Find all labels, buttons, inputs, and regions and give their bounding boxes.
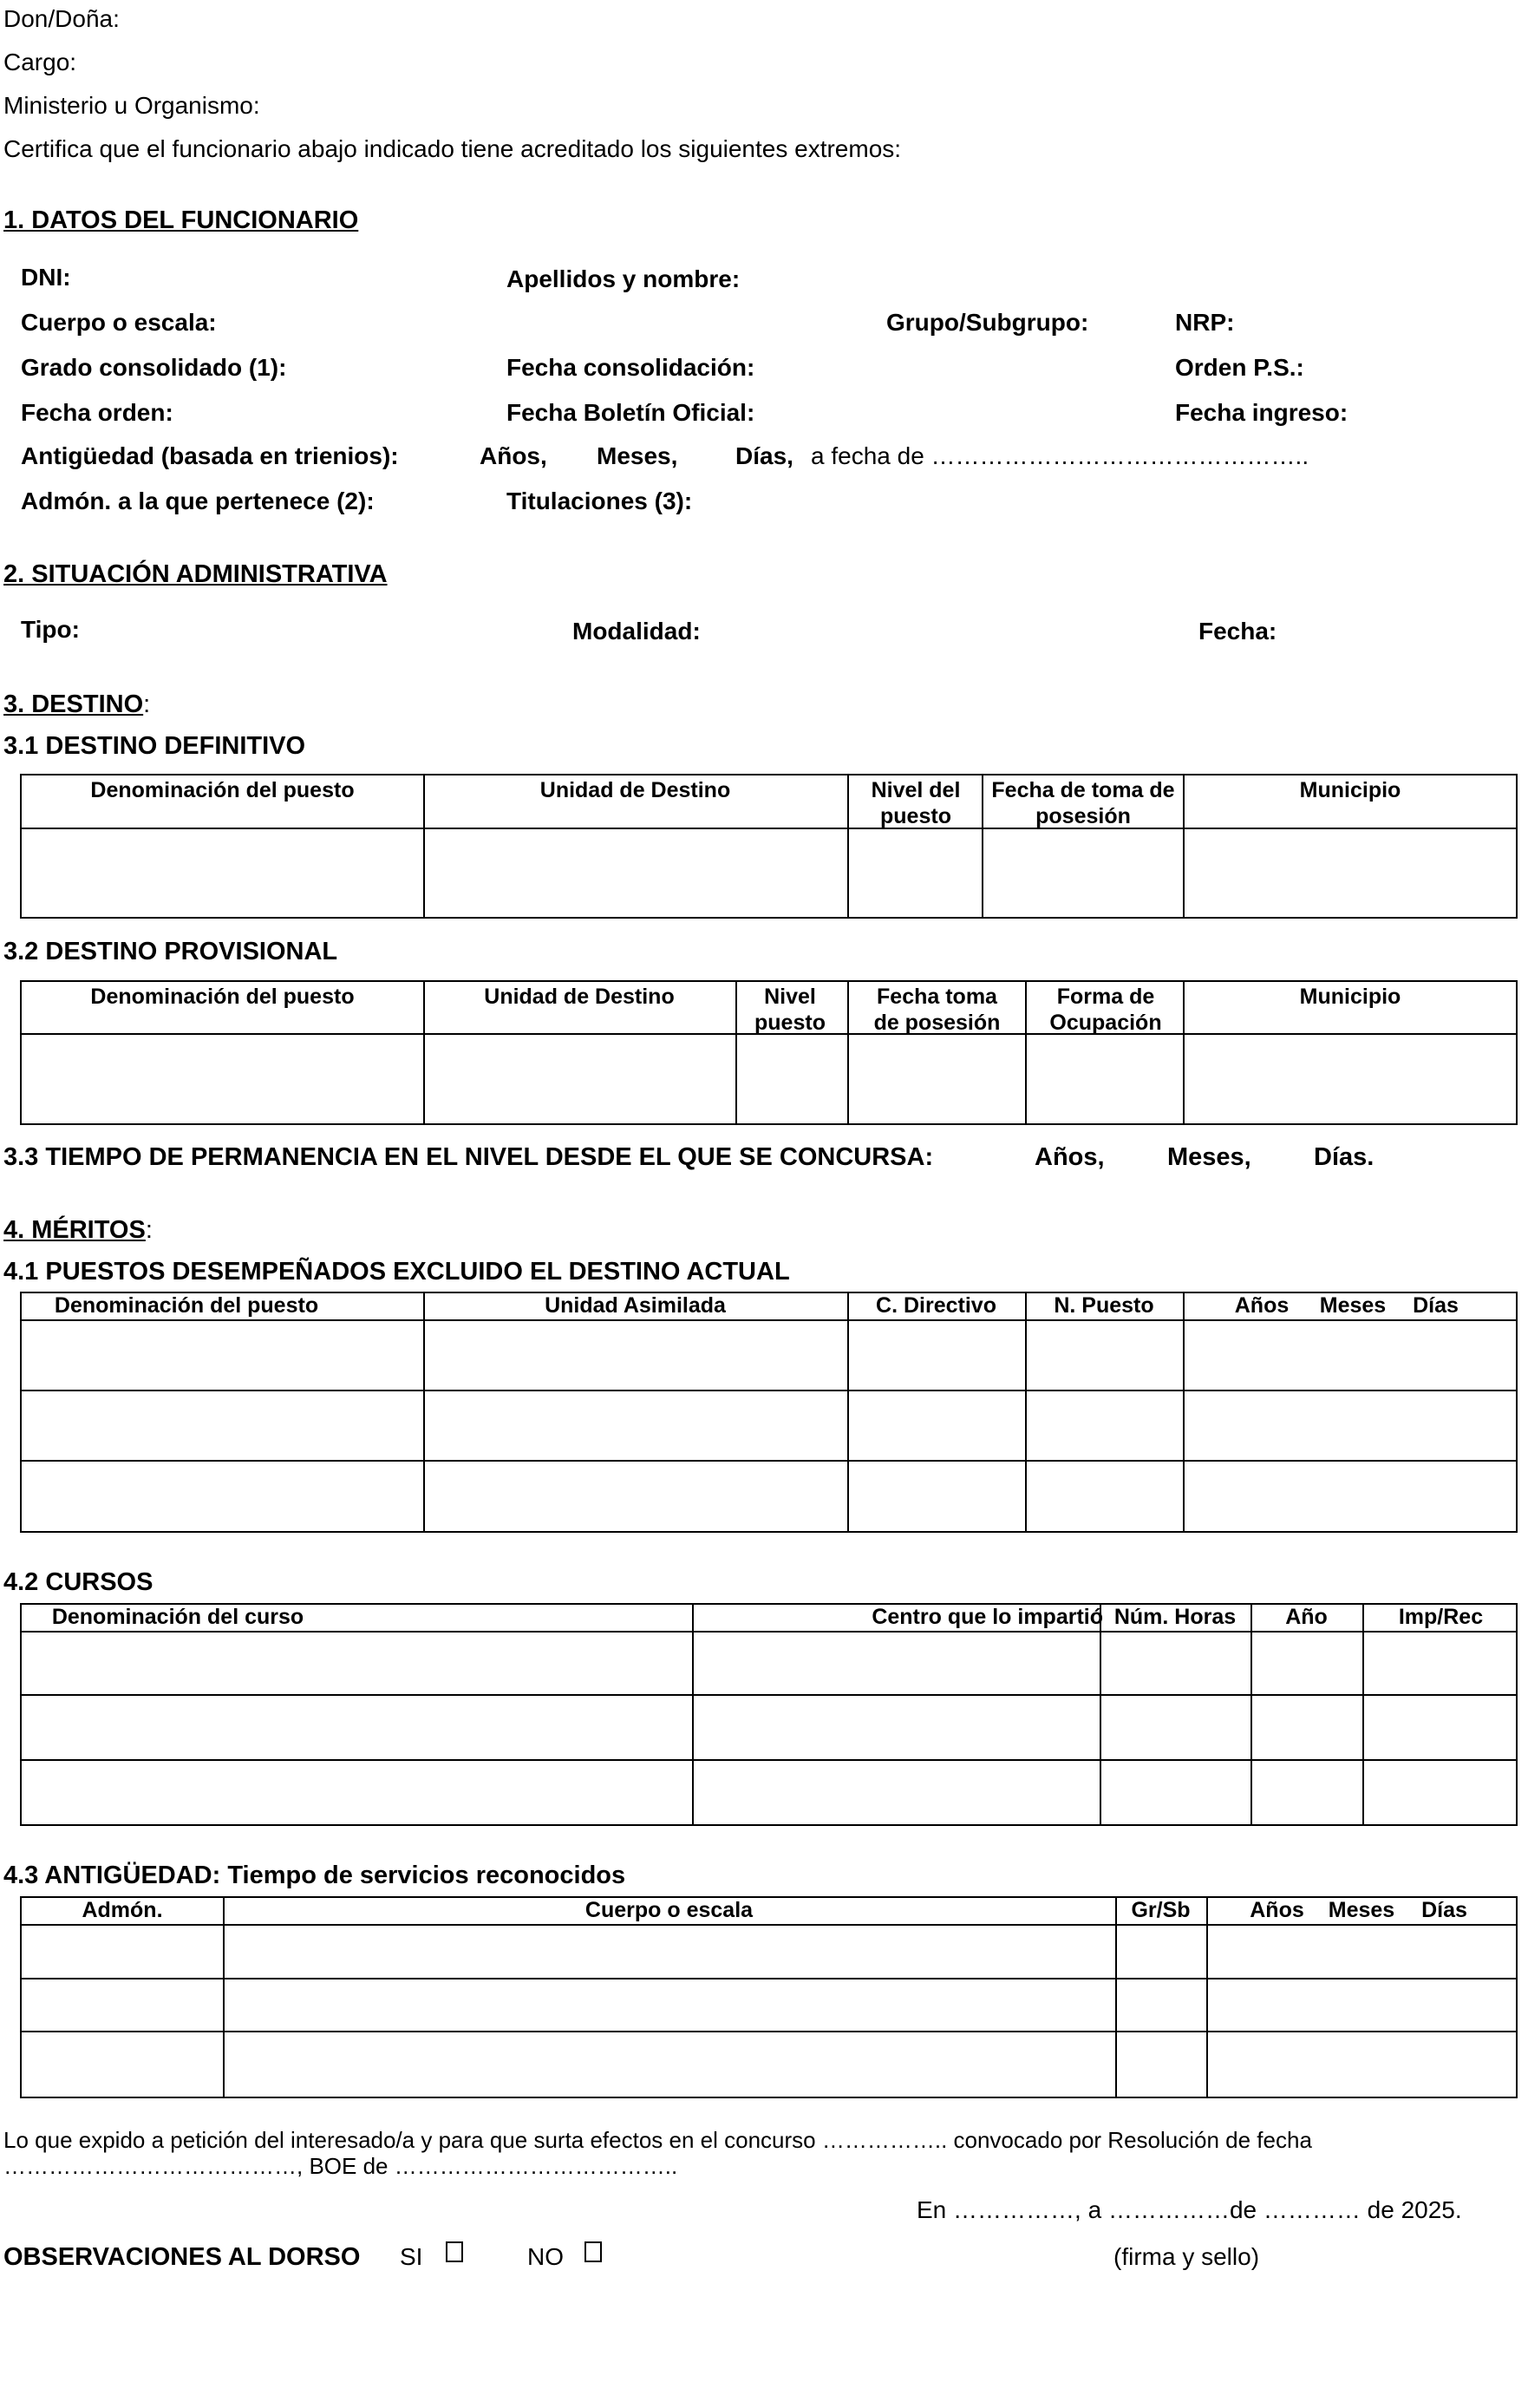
fecha-consolidacion-label: Fecha consolidación:: [506, 354, 755, 381]
titulaciones-label: Titulaciones (3):: [506, 487, 693, 514]
col-denominacion: Denominación del puesto: [90, 985, 355, 1009]
antiguedad-label: Antigüedad (basada en trienios):: [21, 442, 399, 469]
col-denominacion: Denominación del puesto: [90, 778, 355, 802]
col-denominacion: Denominación del puesto: [54, 1293, 319, 1318]
no-label: NO: [527, 2243, 564, 2270]
expido-text-line2: …………………………………, BOE de ………………………………..: [3, 2153, 678, 2179]
col-forma-ocupacion: Forma de Ocupación: [1049, 985, 1162, 1035]
col-unidad-destino: Unidad de Destino: [484, 985, 675, 1009]
col-meses: Meses: [1328, 1898, 1395, 1922]
observaciones-label: OBSERVACIONES AL DORSO: [3, 2243, 361, 2271]
section-4-title-text: 4. MÉRITOS: [3, 1216, 146, 1244]
section-41-title: 4.1 PUESTOS DESEMPEÑADOS EXCLUIDO EL DESTINO ACTUAL: [3, 1258, 790, 1286]
tipo-label: Tipo:: [21, 616, 80, 643]
si-label: SI: [400, 2243, 423, 2270]
col-nivel: Nivel puesto: [754, 985, 826, 1035]
don-dona-label: Don/Doña:: [3, 5, 120, 32]
grupo-label: Grupo/Subgrupo:: [886, 309, 1089, 336]
col-denominacion-curso: Denominación del curso: [51, 1605, 304, 1629]
fecha-ingreso-label: Fecha ingreso:: [1175, 399, 1348, 426]
section-4-title: [3, 1218, 153, 1243]
permanencia-meses: Meses,: [1167, 1143, 1251, 1171]
antiguedad-anos: Años,: [480, 442, 547, 469]
col-admon: Admón.: [82, 1898, 163, 1922]
fecha-orden-label: Fecha orden:: [21, 399, 173, 426]
certifica-text: Certifica que el funcionario abajo indicado tiene acreditado los siguientes extremos:: [3, 135, 902, 162]
admon-label: Admón. a la que pertenece (2):: [21, 487, 375, 514]
col-centro-text: Centro que lo impartió: [872, 1605, 1103, 1629]
expido-text-line1: [3, 2127, 1497, 2153]
col-ano: Año: [1285, 1605, 1328, 1629]
firma-sello: (firma y sello): [1113, 2243, 1260, 2270]
nrp-label: NRP:: [1175, 309, 1235, 336]
si-checkbox[interactable]: [446, 2241, 463, 2262]
col-anos: Años: [1234, 1293, 1290, 1318]
cuerpo-label: Cuerpo o escala:: [21, 309, 217, 336]
col-imp-rec: Imp/Rec: [1398, 1605, 1484, 1629]
no-checkbox[interactable]: [584, 2241, 602, 2262]
fecha-boletin-label: Fecha Boletín Oficial:: [506, 399, 755, 426]
section-32-title: 3.2 DESTINO PROVISIONAL: [3, 938, 338, 965]
ministerio-label: Ministerio u Organismo:: [3, 92, 260, 119]
col-fecha-toma: Fecha toma de posesión: [873, 985, 1001, 1035]
permanencia-anos: Años,: [1035, 1143, 1105, 1171]
section-31-title: 3.1 DESTINO DEFINITIVO: [3, 732, 306, 760]
table-antiguedad: [20, 1896, 1518, 2098]
fecha-situacion-label: Fecha:: [1198, 618, 1277, 645]
section-43-title: 4.3 ANTIGÜEDAD: Tiempo de servicios reconocidos: [3, 1862, 626, 1889]
col-meses: Meses: [1319, 1293, 1387, 1318]
section-42-title: 4.2 CURSOS: [3, 1568, 153, 1596]
orden-ps-label: Orden P.S.:: [1175, 354, 1304, 381]
table-destino-definitivo: [20, 774, 1518, 919]
col-centro: [692, 1604, 1103, 1630]
table-cursos: [20, 1603, 1518, 1826]
modalidad-label: Modalidad:: [572, 618, 701, 645]
grado-label: Grado consolidado (1):: [21, 354, 287, 381]
a-fecha-de: a fecha de ………………………………………..: [811, 442, 1309, 469]
col-unidad-destino: Unidad de Destino: [539, 778, 731, 802]
apellidos-label: Apellidos y nombre:: [506, 265, 741, 292]
col-municipio: Municipio: [1299, 985, 1401, 1009]
col-cuerpo-escala: Cuerpo o escala: [584, 1898, 754, 1922]
section-1-title: 1. DATOS DEL FUNCIONARIO: [3, 206, 359, 234]
section-33-title: 3.3 TIEMPO DE PERMANENCIA EN EL NIVEL DESDE EL QUE SE CONCURSA:: [3, 1143, 934, 1171]
col-gr-sb: Gr/Sb: [1131, 1898, 1191, 1922]
expido-line1: Lo que expido a petición del interesado/a y para que surta efectos en el concurso …………….. convocado por Resolución de fecha: [3, 2127, 1312, 2153]
dni-label: DNI:: [21, 264, 71, 291]
permanencia-dias: Días.: [1314, 1143, 1375, 1171]
col-dias: Días: [1413, 1293, 1459, 1318]
col-municipio: Municipio: [1299, 778, 1401, 802]
section-3-colon: :: [143, 690, 151, 718]
col-dias: Días: [1421, 1898, 1467, 1922]
table-destino-provisional: [20, 980, 1518, 1125]
antiguedad-dias: Días,: [735, 442, 793, 469]
section-3-title: [3, 692, 150, 717]
col-c-directivo: C. Directivo: [876, 1293, 996, 1318]
section-4-colon: :: [145, 1216, 153, 1244]
col-nivel: Nivel del puesto: [871, 778, 961, 828]
col-anos: Años: [1250, 1898, 1304, 1922]
col-num-horas: Núm. Horas: [1113, 1605, 1237, 1629]
cargo-label: Cargo:: [3, 49, 77, 75]
section-3-title-text: 3. DESTINO: [3, 690, 144, 718]
section-2-title: 2. SITUACIÓN ADMINISTRATIVA: [3, 560, 388, 588]
col-unidad-asimilada: Unidad Asimilada: [545, 1293, 726, 1318]
col-fecha-toma: Fecha de toma de posesión: [991, 778, 1175, 828]
antiguedad-meses: Meses,: [597, 442, 678, 469]
table-puestos-desempenados: [20, 1292, 1518, 1533]
col-n-puesto: N. Puesto: [1054, 1293, 1154, 1318]
lugar-fecha: En ……………, a ……………de ………… de 2025.: [917, 2196, 1462, 2223]
